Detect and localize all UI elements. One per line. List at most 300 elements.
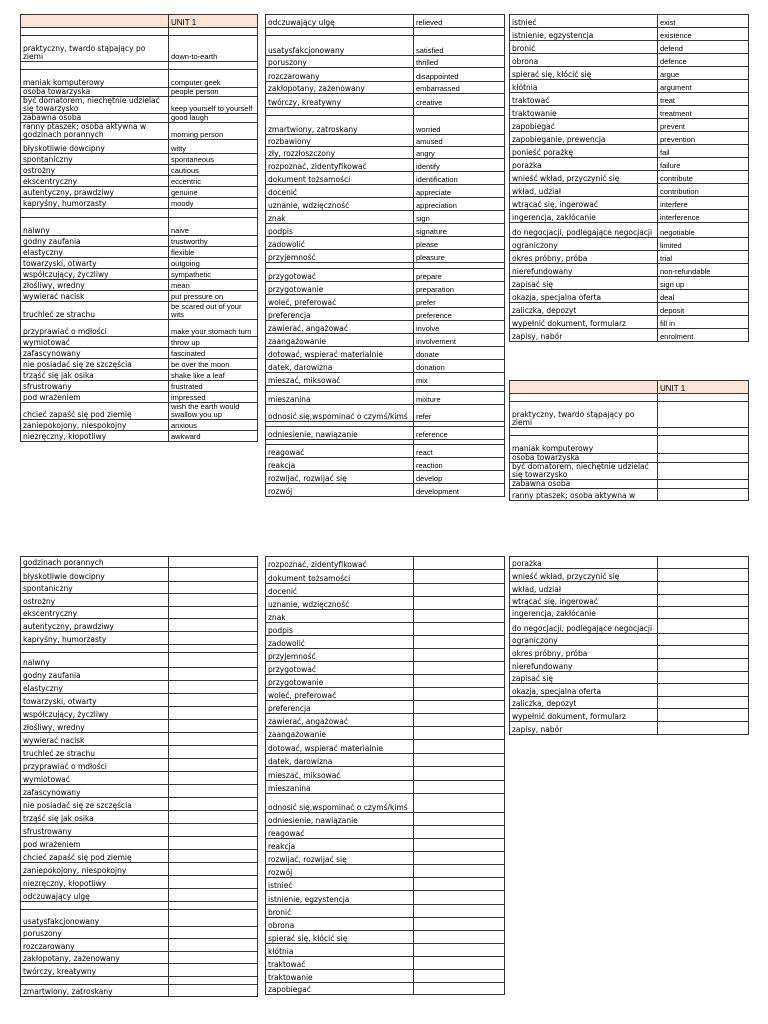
- english-term-cell: witty: [169, 140, 258, 154]
- table-row: [510, 197, 749, 210]
- english-term-cell: failure: [658, 158, 749, 171]
- table-row: [21, 985, 258, 997]
- polish-term-cell: złośliwy, wredny: [21, 280, 169, 291]
- english-term-cell: [414, 781, 505, 794]
- table-row: [510, 646, 749, 659]
- english-term-cell: trustworthy: [169, 236, 258, 247]
- english-term-cell: [414, 865, 505, 878]
- polish-term-cell: do negocjacji, podlegające negocjacji: [510, 223, 658, 238]
- polish-term-cell: przyjemność: [266, 250, 414, 263]
- polish-term-cell: mieszanina: [266, 781, 414, 794]
- table-row: [266, 68, 505, 82]
- table-row: [266, 701, 505, 714]
- table-row: [266, 269, 505, 282]
- english-term-cell: shake like a leaf: [169, 370, 258, 381]
- polish-term-cell: wnieść wkład, przyczynić się: [510, 171, 658, 184]
- table-row: [510, 619, 749, 634]
- table-row: [21, 15, 258, 28]
- polish-term-cell: wymiotować: [21, 772, 169, 785]
- english-term-cell: [658, 646, 749, 659]
- table-row: [21, 348, 258, 359]
- table-row: [510, 210, 749, 223]
- english-term-cell: mix: [414, 373, 505, 386]
- polish-term-cell: odnosić się,wspominać o czymś/kimś: [266, 794, 414, 813]
- english-term-cell: [414, 931, 505, 944]
- english-term-cell: good laugh: [169, 114, 258, 123]
- english-term-cell: [169, 927, 258, 939]
- english-term-cell: sympathetic: [169, 269, 258, 280]
- table-row: [510, 316, 749, 329]
- polish-term-cell: osoba towarzyska: [21, 88, 169, 97]
- polish-term-cell: reagować: [266, 445, 414, 458]
- english-term-cell: reference: [414, 427, 505, 440]
- polish-term-cell: zafascynowany: [21, 348, 169, 359]
- table-row: [266, 826, 505, 839]
- polish-term-cell: autentyczny, prawdziwy: [21, 187, 169, 198]
- english-term-cell: appreciation: [414, 198, 505, 211]
- table-row: [21, 759, 258, 772]
- table-row: [266, 688, 505, 701]
- english-term-cell: involve: [414, 321, 505, 334]
- table-row: [510, 454, 749, 463]
- polish-term-cell: istnienie, egzystencja: [266, 891, 414, 905]
- polish-term-cell: ekscentryczny: [21, 607, 169, 619]
- english-term-cell: [414, 636, 505, 649]
- polish-term-cell: zakłopotany, zażenowany: [266, 82, 414, 94]
- polish-term-cell: zapisy, nabór: [510, 329, 658, 342]
- table-row: [510, 54, 749, 67]
- english-term-cell: [414, 28, 505, 36]
- table-row: [510, 171, 749, 184]
- polish-term-cell: [21, 15, 169, 28]
- english-term-cell: people person: [169, 88, 258, 97]
- table-row: [21, 910, 258, 927]
- polish-term-cell: dokument tożsamości: [266, 570, 414, 584]
- polish-term-cell: odniesienie, nawiązanie: [266, 813, 414, 826]
- english-term-cell: [169, 902, 258, 910]
- english-term-cell: deposit: [658, 303, 749, 316]
- english-term-cell: eccentric: [169, 176, 258, 187]
- table-row: [266, 944, 505, 957]
- table-row: [266, 878, 505, 891]
- table-row: [266, 82, 505, 94]
- english-term-cell: [169, 694, 258, 707]
- english-term-cell: [169, 977, 258, 985]
- english-term-cell: awkward: [169, 431, 258, 442]
- english-term-cell: [169, 985, 258, 997]
- table-row: [266, 445, 505, 458]
- english-term-cell: [169, 62, 258, 70]
- english-term-cell: donation: [414, 360, 505, 373]
- polish-term-cell: bronić: [510, 41, 658, 54]
- table-row: [266, 471, 505, 484]
- english-term-cell: amused: [414, 135, 505, 147]
- polish-term-cell: spierać się, kłócić się: [510, 67, 658, 80]
- polish-term-cell: spontaniczny: [21, 154, 169, 165]
- polish-term-cell: wypełnić dokument, formularz: [510, 316, 658, 329]
- table-row: [510, 290, 749, 303]
- table-row: [266, 56, 505, 68]
- english-term-cell: [414, 623, 505, 636]
- table-row: [266, 250, 505, 263]
- table-row: [21, 607, 258, 619]
- polish-term-cell: trząść się jak osika: [21, 811, 169, 824]
- polish-term-cell: rozwijać, rozwijać się: [266, 852, 414, 865]
- table-row: [266, 347, 505, 360]
- polish-term-cell: zaangażowanie: [266, 727, 414, 740]
- polish-term-cell: niezręczny, kłopotliwy: [21, 876, 169, 889]
- table-row: [21, 876, 258, 889]
- table-row: [510, 709, 749, 722]
- english-term-cell: [169, 557, 258, 568]
- english-term-cell: reaction: [414, 458, 505, 471]
- polish-term-cell: dotować, wspierać materialnie: [266, 740, 414, 754]
- table-row: [21, 863, 258, 876]
- table-row: [510, 329, 749, 342]
- english-term-cell: non-refundable: [658, 264, 749, 277]
- polish-term-cell: wtrącać się, ingerować: [510, 595, 658, 607]
- polish-term-cell: rozczarowany: [266, 68, 414, 82]
- polish-term-cell: wywierać nacisk: [21, 291, 169, 302]
- english-term-cell: [658, 489, 749, 501]
- english-term-cell: [169, 824, 258, 837]
- polish-term-cell: kapryśny, humorzasty: [21, 198, 169, 209]
- polish-term-cell: zapisy, nabór: [510, 722, 658, 735]
- polish-term-cell: zawierać, angażować: [266, 321, 414, 334]
- polish-term-cell: znak: [266, 610, 414, 623]
- english-term-cell: [169, 607, 258, 619]
- english-term-cell: [169, 837, 258, 850]
- table-row: [21, 720, 258, 733]
- polish-term-cell: [266, 108, 414, 116]
- table-row: [21, 269, 258, 280]
- table-row: [510, 394, 749, 402]
- polish-term-cell: zadowolić: [266, 636, 414, 649]
- english-term-cell: impressed: [169, 392, 258, 403]
- english-term-cell: [169, 952, 258, 964]
- table-row: [21, 236, 258, 247]
- table-row: [21, 964, 258, 977]
- english-term-cell: [414, 727, 505, 740]
- polish-term-cell: zły, rozzłoszczony: [266, 147, 414, 159]
- table-row: [21, 36, 258, 62]
- polish-term-cell: ranny ptaszek; osoba aktywna w godzinach porannych: [21, 123, 169, 140]
- polish-term-cell: datek, darowizna: [266, 360, 414, 373]
- table-row: [266, 781, 505, 794]
- english-term-cell: [658, 659, 749, 672]
- table-row: [266, 852, 505, 865]
- table-row: [21, 247, 258, 258]
- table-row: [510, 634, 749, 646]
- table-row: [266, 918, 505, 931]
- english-term-cell: [169, 850, 258, 863]
- table-row: [21, 140, 258, 154]
- polish-term-cell: woleć, preferować: [266, 688, 414, 701]
- table-row: [266, 28, 505, 36]
- polish-term-cell: wtrącać się, ingerować: [510, 197, 658, 210]
- english-term-cell: [414, 597, 505, 610]
- polish-term-cell: woleć, preferować: [266, 295, 414, 308]
- polish-term-cell: rozwijać, rozwijać się: [266, 471, 414, 484]
- polish-term-cell: mieszać, miksować: [266, 767, 414, 781]
- table-row: [266, 427, 505, 440]
- table-row: [266, 740, 505, 754]
- english-term-cell: [414, 740, 505, 754]
- english-term-cell: [169, 28, 258, 36]
- english-term-cell: [169, 939, 258, 952]
- table-row: [510, 132, 749, 145]
- english-term-cell: [414, 878, 505, 891]
- english-term-cell: signature: [414, 224, 505, 237]
- table-row: [510, 672, 749, 684]
- polish-term-cell: wkład, udział: [510, 582, 658, 595]
- polish-term-cell: traktowanie: [266, 970, 414, 983]
- polish-term-cell: [21, 977, 169, 985]
- polish-term-cell: ekscentryczny: [21, 176, 169, 187]
- table-row: [21, 798, 258, 811]
- english-term-cell: [658, 428, 749, 436]
- table-row: [510, 184, 749, 197]
- table-row: [21, 733, 258, 746]
- english-term-cell: [169, 594, 258, 607]
- table-row: [21, 302, 258, 320]
- english-term-cell: identification: [414, 172, 505, 185]
- polish-term-cell: datek, darowizna: [266, 754, 414, 767]
- table-row: [266, 891, 505, 905]
- english-term-cell: prevention: [658, 132, 749, 145]
- vocab-table-unit1-part2: [265, 14, 505, 497]
- polish-term-cell: zabawna osoba: [21, 114, 169, 123]
- polish-term-cell: być domatorem, niechętnie udzielać się towarzysko: [510, 463, 658, 480]
- polish-term-cell: kłótnia: [510, 80, 658, 93]
- english-term-cell: [414, 983, 505, 995]
- table-row: [510, 381, 749, 394]
- english-term-cell: [658, 672, 749, 684]
- table-row: [266, 570, 505, 584]
- table-row: [266, 597, 505, 610]
- polish-term-cell: ostrożny: [21, 165, 169, 176]
- polish-term-cell: porażka: [510, 557, 658, 569]
- polish-term-cell: kapryśny, humorzasty: [21, 632, 169, 645]
- english-term-cell: [414, 944, 505, 957]
- table-row: [21, 681, 258, 694]
- polish-term-cell: ingerencja, zakłócanie: [510, 607, 658, 619]
- table-row: [266, 321, 505, 334]
- table-row: [21, 568, 258, 582]
- table-row: [266, 198, 505, 211]
- english-term-cell: [169, 876, 258, 889]
- polish-term-cell: przygotować: [266, 662, 414, 675]
- english-term-cell: preference: [414, 308, 505, 321]
- table-row: [510, 145, 749, 158]
- english-term-cell: [414, 905, 505, 918]
- table-row: [21, 811, 258, 824]
- table-row: [21, 582, 258, 594]
- polish-term-cell: usatysfakcjonowany: [266, 36, 414, 56]
- table-row: [510, 15, 749, 28]
- table-row: [266, 794, 505, 813]
- english-term-cell: limited: [658, 238, 749, 251]
- polish-term-cell: twórczy, kreatywny: [266, 94, 414, 108]
- polish-term-cell: porażka: [510, 158, 658, 171]
- polish-term-cell: praktyczny, twardo stąpający po ziemi: [21, 36, 169, 62]
- vocab-table-unit1-part3: [509, 14, 749, 342]
- english-term-cell: deal: [658, 290, 749, 303]
- polish-term-cell: reakcja: [266, 458, 414, 471]
- table-row: [21, 88, 258, 97]
- polish-term-cell: naiwny: [21, 653, 169, 668]
- polish-term-cell: elastyczny: [21, 247, 169, 258]
- english-term-cell: treat: [658, 93, 749, 106]
- table-row: [21, 114, 258, 123]
- polish-term-cell: wkład, udział: [510, 184, 658, 197]
- english-term-cell: [414, 891, 505, 905]
- table-row: [266, 392, 505, 405]
- table-row: [510, 569, 749, 582]
- table-row: [510, 80, 749, 93]
- polish-term-cell: towarzyski, otwarty: [21, 694, 169, 707]
- english-term-cell: [658, 634, 749, 646]
- english-term-cell: [414, 826, 505, 839]
- english-term-cell: donate: [414, 347, 505, 360]
- table-row: [21, 320, 258, 337]
- polish-term-cell: zaniepokojony, niespokojny: [21, 420, 169, 431]
- english-term-cell: [414, 957, 505, 970]
- table-row: [21, 258, 258, 269]
- table-row: [266, 957, 505, 970]
- table-row: [21, 785, 258, 798]
- polish-term-cell: odczuwający ulgę: [21, 889, 169, 902]
- table-row: [266, 983, 505, 995]
- polish-term-cell: zaliczka, depozyt: [510, 697, 658, 709]
- english-term-cell: fail: [658, 145, 749, 158]
- table-row: [21, 337, 258, 348]
- table-row: [21, 619, 258, 632]
- polish-term-cell: być domatorem, niechętnie udzielać się towarzysko: [21, 97, 169, 114]
- polish-term-cell: istnieć: [266, 878, 414, 891]
- polish-term-cell: [510, 394, 658, 402]
- polish-term-cell: [21, 209, 169, 218]
- polish-term-cell: [21, 902, 169, 910]
- english-term-cell: defence: [658, 54, 749, 67]
- table-row: [266, 108, 505, 116]
- polish-term-cell: istnienie, egzystencja: [510, 28, 658, 41]
- polish-term-cell: traktowanie: [510, 106, 658, 119]
- table-row: [21, 392, 258, 403]
- table-row: [266, 282, 505, 295]
- polish-term-cell: złośliwy, wredny: [21, 720, 169, 733]
- english-term-cell: flexible: [169, 247, 258, 258]
- polish-term-cell: zapisać się: [510, 277, 658, 290]
- polish-term-cell: rozbawiony: [266, 135, 414, 147]
- english-term-cell: [414, 662, 505, 675]
- english-term-cell: [658, 607, 749, 619]
- table-row: [21, 359, 258, 370]
- polish-term-cell: godny zaufania: [21, 236, 169, 247]
- table-row: [21, 280, 258, 291]
- polish-term-cell: ograniczony: [510, 238, 658, 251]
- english-term-cell: [169, 632, 258, 645]
- polish-term-cell: dokument tożsamości: [266, 172, 414, 185]
- english-term-cell: naive: [169, 218, 258, 236]
- english-term-cell: [414, 108, 505, 116]
- polish-term-cell: błyskotliwie dowcipny: [21, 140, 169, 154]
- polish-term-cell: okazja, specjalna oferta: [510, 684, 658, 697]
- table-row: [266, 714, 505, 727]
- table-row: [266, 865, 505, 878]
- polish-term-cell: rozwój: [266, 865, 414, 878]
- table-row: [510, 428, 749, 436]
- english-term-cell: defend: [658, 41, 749, 54]
- english-term-cell: [414, 839, 505, 852]
- english-term-cell: [414, 970, 505, 983]
- english-term-cell: prefer: [414, 295, 505, 308]
- polish-term-cell: uznanie, wdzięczność: [266, 198, 414, 211]
- table-row: [266, 295, 505, 308]
- table-row: [266, 905, 505, 918]
- english-term-cell: embarrassed: [414, 82, 505, 94]
- table-row: [21, 97, 258, 114]
- english-term-cell: [169, 668, 258, 681]
- polish-term-cell: docenić: [266, 185, 414, 198]
- english-term-cell: mixture: [414, 392, 505, 405]
- english-term-cell: morning person: [169, 123, 258, 140]
- polish-term-cell: naiwny: [21, 218, 169, 236]
- polish-term-cell: zmartwiony, zatroskany: [266, 116, 414, 135]
- english-term-cell: [169, 811, 258, 824]
- table-row: [266, 135, 505, 147]
- english-term-cell: refer: [414, 405, 505, 422]
- english-term-cell: [414, 918, 505, 931]
- table-row: [510, 238, 749, 251]
- polish-term-cell: praktyczny, twardo stąpający po ziemi: [510, 402, 658, 428]
- table-row: [21, 746, 258, 759]
- polish-term-cell: zapobieganie, prewencja: [510, 132, 658, 145]
- table-row: [266, 224, 505, 237]
- polish-term-cell: obrona: [266, 918, 414, 931]
- english-term-cell: mean: [169, 280, 258, 291]
- english-term-cell: [658, 569, 749, 582]
- english-term-cell: development: [414, 484, 505, 497]
- english-term-cell: contribution: [658, 184, 749, 197]
- english-term-cell: fill in: [658, 316, 749, 329]
- english-term-cell: involvement: [414, 334, 505, 347]
- polish-term-cell: nie posiadać się ze szczęścia: [21, 798, 169, 811]
- table-row: [21, 165, 258, 176]
- table-row: [266, 623, 505, 636]
- english-term-cell: [414, 852, 505, 865]
- polish-term-cell: zaniepokojony, niespokojny: [21, 863, 169, 876]
- english-term-cell: prepare: [414, 269, 505, 282]
- english-term-cell: [658, 709, 749, 722]
- table-row: [266, 458, 505, 471]
- polish-term-cell: uznanie, wdzięczność: [266, 597, 414, 610]
- table-row: [21, 850, 258, 863]
- polish-term-cell: ranny ptaszek; osoba aktywna w: [510, 489, 658, 501]
- polish-term-cell: obrona: [510, 54, 658, 67]
- english-term-cell: computer geek: [169, 70, 258, 88]
- english-term-cell: [414, 813, 505, 826]
- english-term-cell: [658, 595, 749, 607]
- english-term-cell: [658, 436, 749, 454]
- english-term-cell: exist: [658, 15, 749, 28]
- polish-term-cell: odnosić się,wspominać o czymś/kimś: [266, 405, 414, 422]
- english-term-cell: throw up: [169, 337, 258, 348]
- table-row: [21, 707, 258, 720]
- polish-term-cell: rozwój: [266, 484, 414, 497]
- table-row: [21, 70, 258, 88]
- polish-term-cell: pod wrażeniem: [21, 392, 169, 403]
